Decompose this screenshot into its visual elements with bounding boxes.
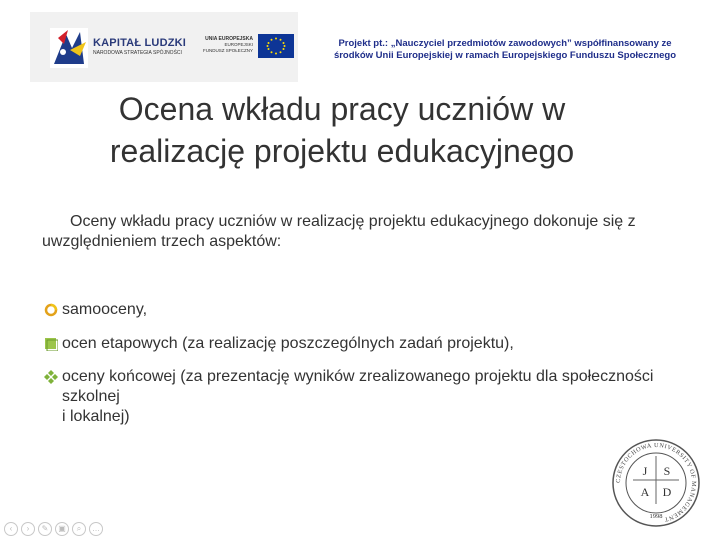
more-icon[interactable]: …: [89, 522, 103, 536]
logo-title: KAPITAŁ LUDZKI: [93, 37, 187, 49]
intro-text: Oceny wkładu pracy uczniów w realizację projektu edukacyjnego dokonuje się z uwzględnieniem trzech aspektów:: [42, 213, 636, 250]
bullet-text: samooceny,: [62, 301, 148, 318]
circle-ring-icon: [44, 300, 62, 320]
seal-letter-d: D: [662, 485, 672, 499]
project-description: [320, 38, 690, 62]
pen-icon[interactable]: ✎: [38, 522, 52, 536]
slide-title: [0, 88, 684, 172]
list-item: [44, 367, 654, 427]
list-item: [44, 334, 514, 354]
seal-letter-a: A: [640, 485, 650, 499]
seal-letter-s: S: [663, 464, 671, 478]
logo-subtitle: NARODOWA STRATEGIA SPÓJNOŚCI: [93, 50, 182, 56]
bullet-text: oceny końcowej (za prezentację wyników zrealizowanego projektu dla społeczności szkolnej i lokalnej): [62, 368, 654, 425]
eu-line3: FUNDUSZ SPOŁECZNY: [203, 48, 254, 53]
list-item: [44, 300, 147, 320]
eu-flag-icon: [258, 34, 294, 58]
zoom-icon[interactable]: ⌕: [72, 522, 86, 536]
next-slide-icon[interactable]: ›: [21, 522, 35, 536]
kapital-ludzki-text: [93, 37, 186, 56]
intro-paragraph: [42, 212, 682, 252]
title-line1: Ocena wkładu pracy uczniów w: [118, 91, 566, 127]
prev-slide-icon[interactable]: ‹: [4, 522, 18, 536]
seal-year: 1998: [649, 513, 663, 520]
seal-letter-j: J: [642, 464, 648, 478]
university-seal-icon: [611, 438, 701, 528]
eu-line1: UNIA EUROPEJSKA: [205, 36, 253, 42]
eu-label: [203, 36, 253, 54]
project-line1: Projekt pt.: „Nauczyciel przedmiotów zawodowych” współfinansowany ze: [338, 38, 672, 49]
project-line2: środków Unii Europejskiej w ramach Europejskiego Funduszu Społecznego: [333, 50, 677, 61]
square-checkbox-icon: [44, 334, 62, 354]
slide-navigation: [4, 522, 103, 536]
slides-icon[interactable]: ▣: [55, 522, 69, 536]
title-line2: realizację projektu edukacyjnego: [109, 133, 575, 169]
eu-line2: EUROPEJSKI: [224, 42, 253, 47]
diamond-cluster-icon: [44, 367, 62, 427]
kapital-ludzki-logo-icon: [50, 28, 88, 68]
bullet-text: ocen etapowych (za realizację poszczególnych zadań projektu),: [62, 335, 514, 352]
seal-ring-text: CZESTOCHOWA UNIVERSITY OF MANAGEMENT: [614, 441, 698, 524]
